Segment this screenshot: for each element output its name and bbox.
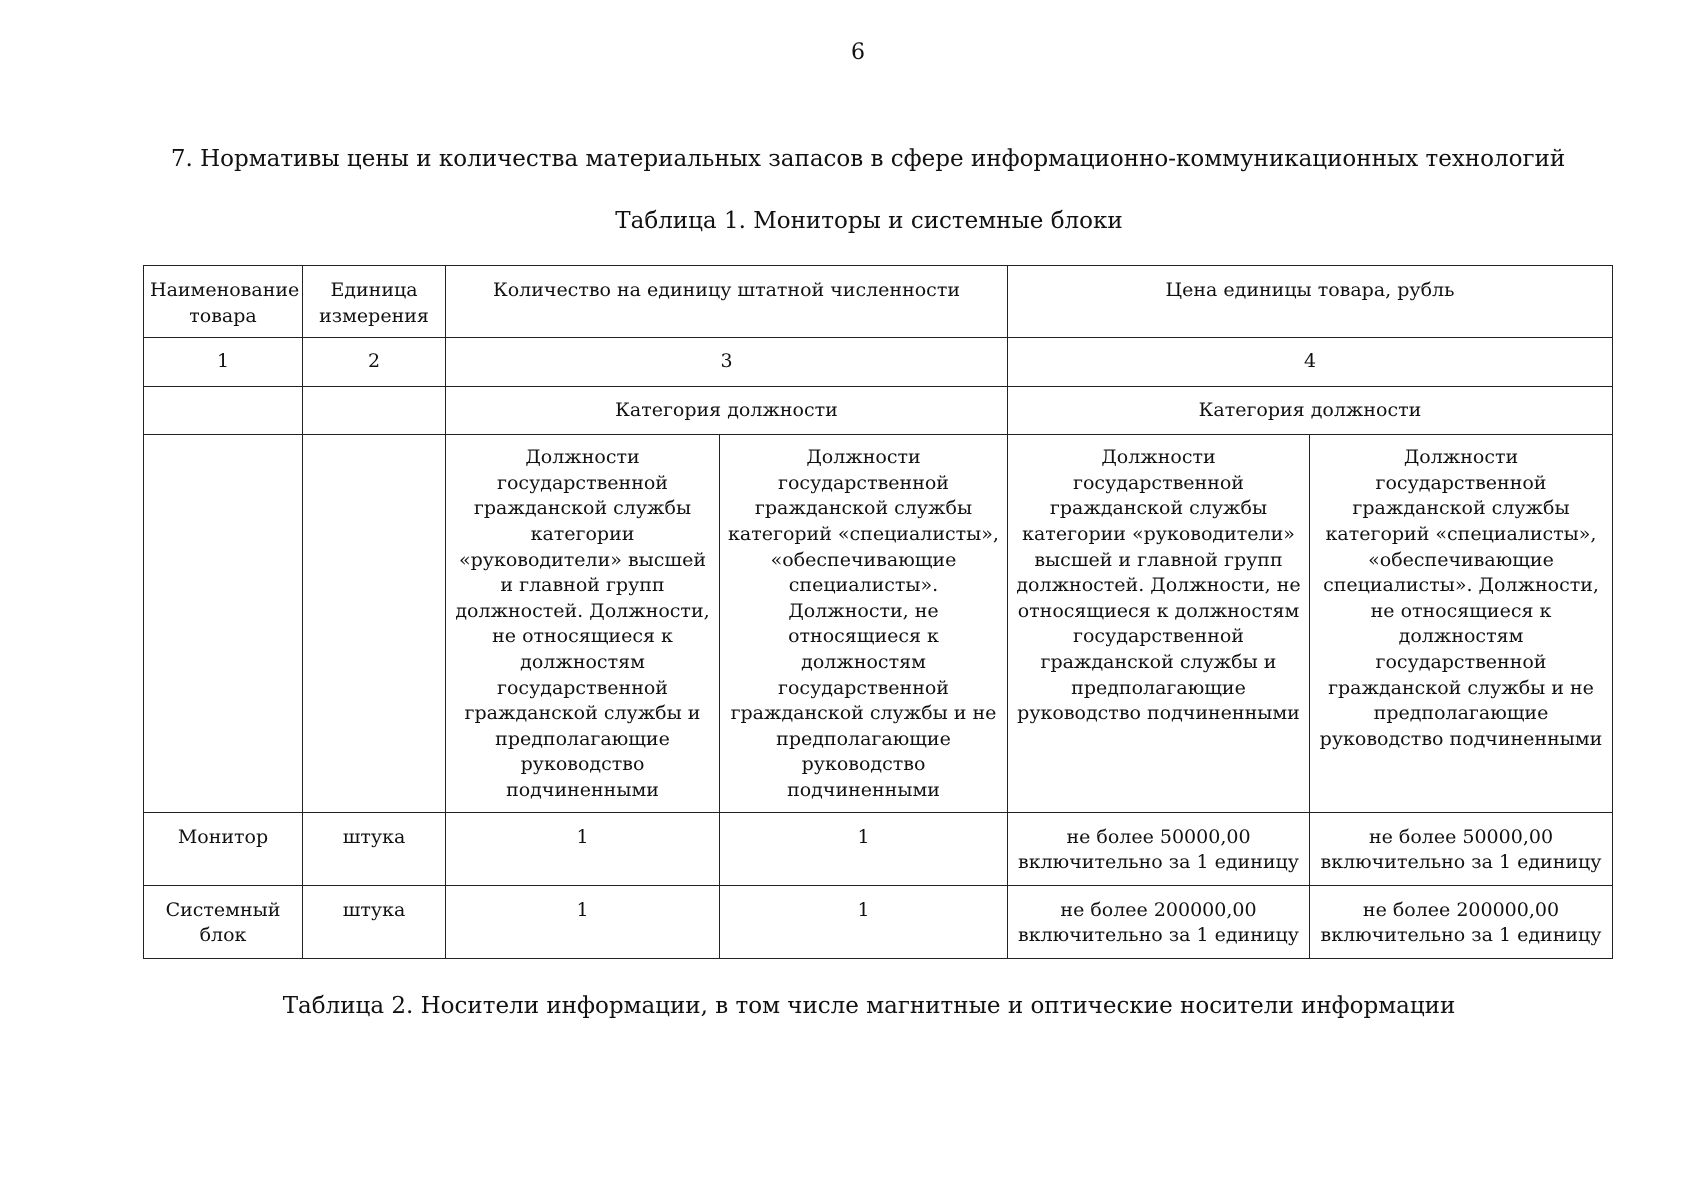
section-title: 7. Нормативы цены и количества материальных запасов в сфере информационно-коммуникационных технологий <box>170 146 1566 172</box>
qty-specialists: 1 <box>720 885 1008 958</box>
item-name: Монитор <box>144 812 303 885</box>
position-specialists-price: Должности государственной гражданской службы категорий «специалисты», «обеспечивающие специалисты». Должности, не относящиеся к должностям государственной гражданской службы и не предполагающие руководство подчиненными <box>1310 435 1613 812</box>
empty-cell <box>303 387 446 435</box>
positions-row <box>144 435 1613 812</box>
price-leaders: не более 50000,00 включительно за 1 единицу <box>1008 812 1310 885</box>
header-name: Наименование товара <box>144 266 303 338</box>
item-unit: штука <box>303 885 446 958</box>
column-number: 4 <box>1008 338 1613 387</box>
table2-caption: Таблица 2. Носители информации, в том числе магнитные и оптические носители информации <box>282 993 1456 1019</box>
price-specialists: не более 200000,00 включительно за 1 единицу <box>1310 885 1613 958</box>
item-name: Системный блок <box>144 885 303 958</box>
category-label-price: Категория должности <box>1008 387 1613 435</box>
qty-specialists: 1 <box>720 812 1008 885</box>
table-row <box>144 812 1613 885</box>
qty-leaders: 1 <box>446 885 720 958</box>
header-unit: Единица измерения <box>303 266 446 338</box>
column-number: 3 <box>446 338 1008 387</box>
column-number: 2 <box>303 338 446 387</box>
header-price: Цена единицы товара, рубль <box>1008 266 1613 338</box>
column-number-row <box>144 338 1613 387</box>
position-specialists-quantity: Должности государственной гражданской службы категорий «специалисты», «обеспечивающие специалисты». Должности, не относящиеся к должностям государственной гражданской службы и не предполагающие руководство подчиненными <box>720 435 1008 812</box>
page-number: 6 <box>851 40 865 65</box>
header-quantity: Количество на единицу штатной численности <box>446 266 1008 338</box>
table-header-row <box>144 266 1613 338</box>
table1-caption: Таблица 1. Мониторы и системные блоки <box>615 208 1123 234</box>
qty-leaders: 1 <box>446 812 720 885</box>
price-leaders: не более 200000,00 включительно за 1 единицу <box>1008 885 1310 958</box>
item-unit: штука <box>303 812 446 885</box>
category-label-quantity: Категория должности <box>446 387 1008 435</box>
empty-cell <box>303 435 446 812</box>
norms-table-monitors <box>143 265 1613 959</box>
empty-cell <box>144 435 303 812</box>
price-specialists: не более 50000,00 включительно за 1 единицу <box>1310 812 1613 885</box>
empty-cell <box>144 387 303 435</box>
table-row <box>144 885 1613 958</box>
position-leaders-quantity: Должности государственной гражданской службы категории «руководители» высшей и главной групп должностей. Должности, не относящиеся к должностям государственной гражданской службы и предполагающие руководство подчиненными <box>446 435 720 812</box>
column-number: 1 <box>144 338 303 387</box>
category-row <box>144 387 1613 435</box>
position-leaders-price: Должности государственной гражданской службы категории «руководители» высшей и главной групп должностей. Должности, не относящиеся к должностям государственной гражданской службы и предполагающие руководство подчиненными <box>1008 435 1310 812</box>
